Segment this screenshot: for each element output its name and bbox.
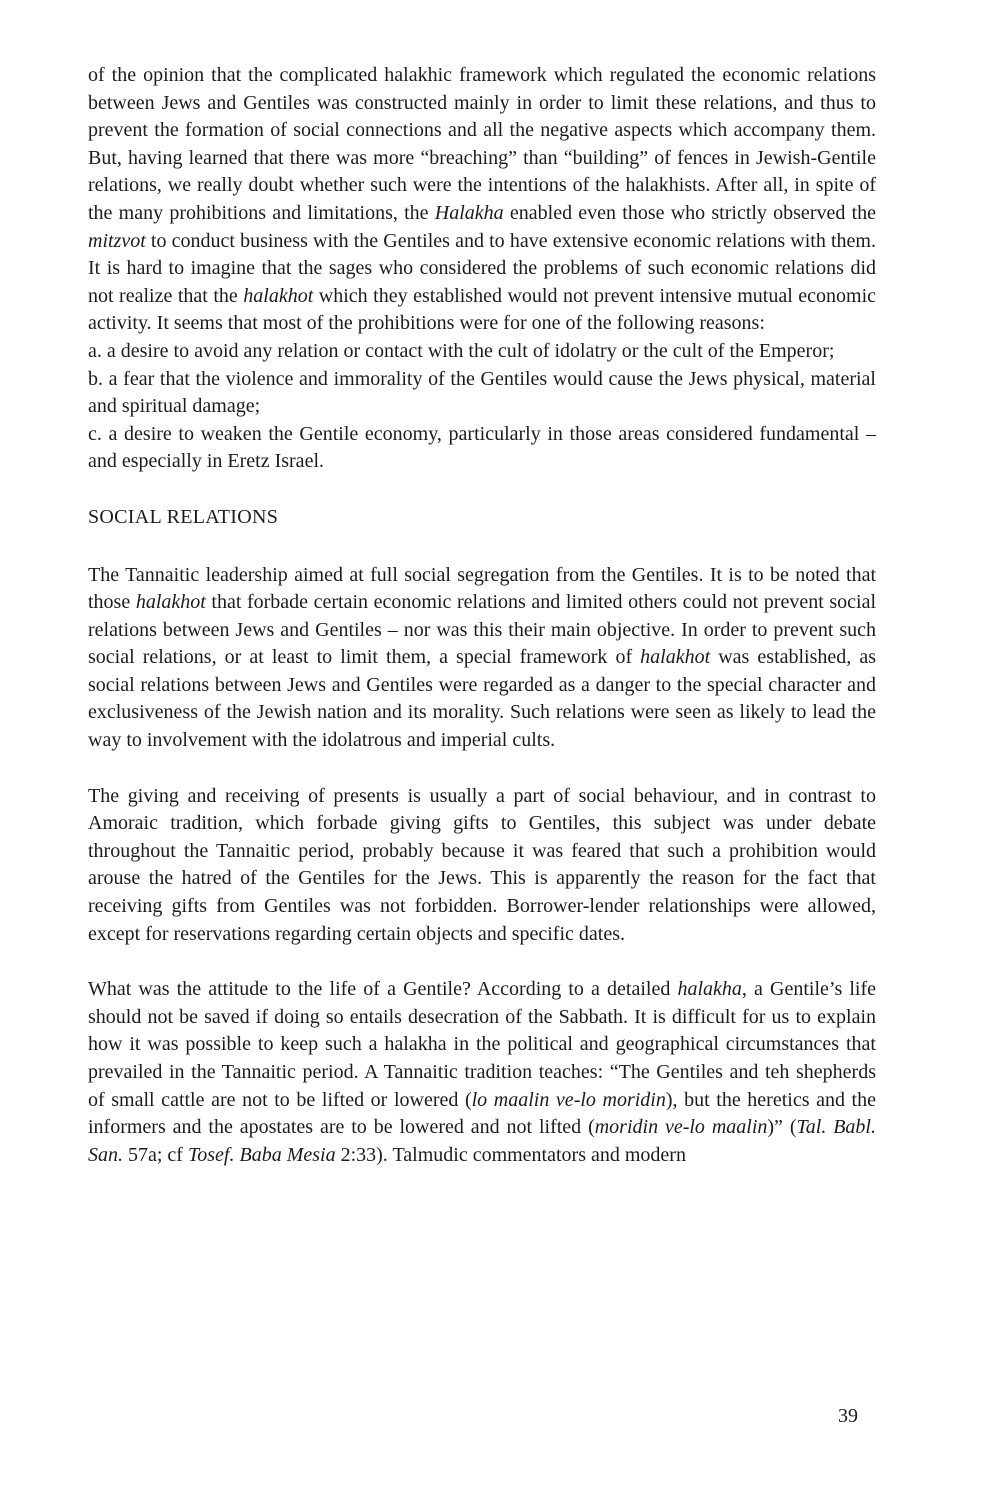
italic-term: Tosef. Baba Mesia bbox=[187, 1143, 336, 1166]
italic-term: halakhot bbox=[243, 284, 314, 307]
paragraph-social-segregation: The Tannaitic leadership aimed at full social segregation from the Gentiles. It is to be noted that those halakhot that forbade certain economic relations and limited others could not prevent social relations between Jews and Gentiles – nor was this their main objective. In order to prevent such social relations, or at least to limit them, a special framework of halakhot was established, as social relations between Jews and Gentiles were regarded as a danger to the special character and exclusiveness of the Jewish nation and its morality. Such relations were seen as likely to lead the way to involvement with the idolatrous and imperial cults. bbox=[88, 563, 876, 752]
italic-term: moridin ve-lo maalin bbox=[594, 1116, 768, 1139]
section-heading: SOCIAL RELATIONS bbox=[88, 505, 279, 528]
reasons-list bbox=[88, 338, 876, 476]
list-item-a: a. a desire to avoid any relation or contact with the cult of idolatry or the cult of the Emperor; bbox=[88, 339, 835, 362]
paragraph-presents: The giving and receiving of presents is usually a part of social behaviour, and in contrast to Amoraic tradition, which forbade giving gifts to Gentiles, this subject was under debate throughout the Tannaitic period, probably because it was feared that such a prohibition would arouse the hatred of the Gentiles for the Jews. This is apparently the reason for the fact that receiving gifts from Gentiles was not forbidden. Borrower-lender relationships were allowed, except for reservations regarding certain objects and specific dates. bbox=[88, 784, 876, 945]
italic-term: lo maalin ve-lo moridin bbox=[471, 1088, 666, 1111]
page-body bbox=[88, 62, 876, 1169]
italic-term: halakhot bbox=[640, 646, 711, 669]
italic-term: halakhot bbox=[135, 591, 206, 614]
list-item-b: b. a fear that the violence and immorality of the Gentiles would cause the Jews physical, material and spiritual damage; bbox=[88, 367, 876, 418]
italic-term: Tal. Babl. San. bbox=[88, 1116, 876, 1166]
italic-term: halakha bbox=[677, 978, 742, 1001]
italic-term: Halakha bbox=[434, 201, 504, 224]
page-number: 39 bbox=[838, 1405, 858, 1427]
italic-term: mitzvot bbox=[88, 229, 146, 252]
paragraph-economic-relations: of the opinion that the complicated halakhic framework which regulated the economic relations between Jews and Gentiles was constructed mainly in order to limit these relations, and thus to prevent the formation of social connections and all the negative aspects which accompany them. But, having learned that there was more “breaching” than “building” of fences in Jewish-Gentile relations, we really doubt whether such were the intentions of the halakhists. After all, in spite of the many prohibitions and limitations, the Halakha enabled even those who strictly observed the mitzvot to conduct business with the Gentiles and to have extensive economic relations with them. It is hard to imagine that the sages who considered the problems of such economic relations did not realize that the halakhot which they established would not prevent intensive mutual economic activity. It seems that most of the prohibitions were for one of the following reasons: bbox=[88, 64, 877, 335]
list-item-c: c. a desire to weaken the Gentile economy, particularly in those areas considered fundamental – and especially in Eretz Israel. bbox=[88, 422, 876, 473]
paragraph-gentile-life: What was the attitude to the life of a Gentile? According to a detailed halakha, a Gentile’s life should not be saved if doing so entails desecration of the Sabbath. It is difficult for us to explain how it was possible to keep such a halakha in the political and geographical circumstances that prevailed in the Tannaitic period. A Tannaitic tradition teaches: “The Gentiles and teh shepherds of small cattle are not to be lifted or lowered (lo maalin ve-lo moridin), but the heretics and the informers and the apostates are to be lowered and not lifted (moridin ve-lo maalin)” (Tal. Babl. San. 57a; cf Tosef. Baba Mesia 2:33). Talmudic commentators and modern bbox=[88, 978, 876, 1166]
